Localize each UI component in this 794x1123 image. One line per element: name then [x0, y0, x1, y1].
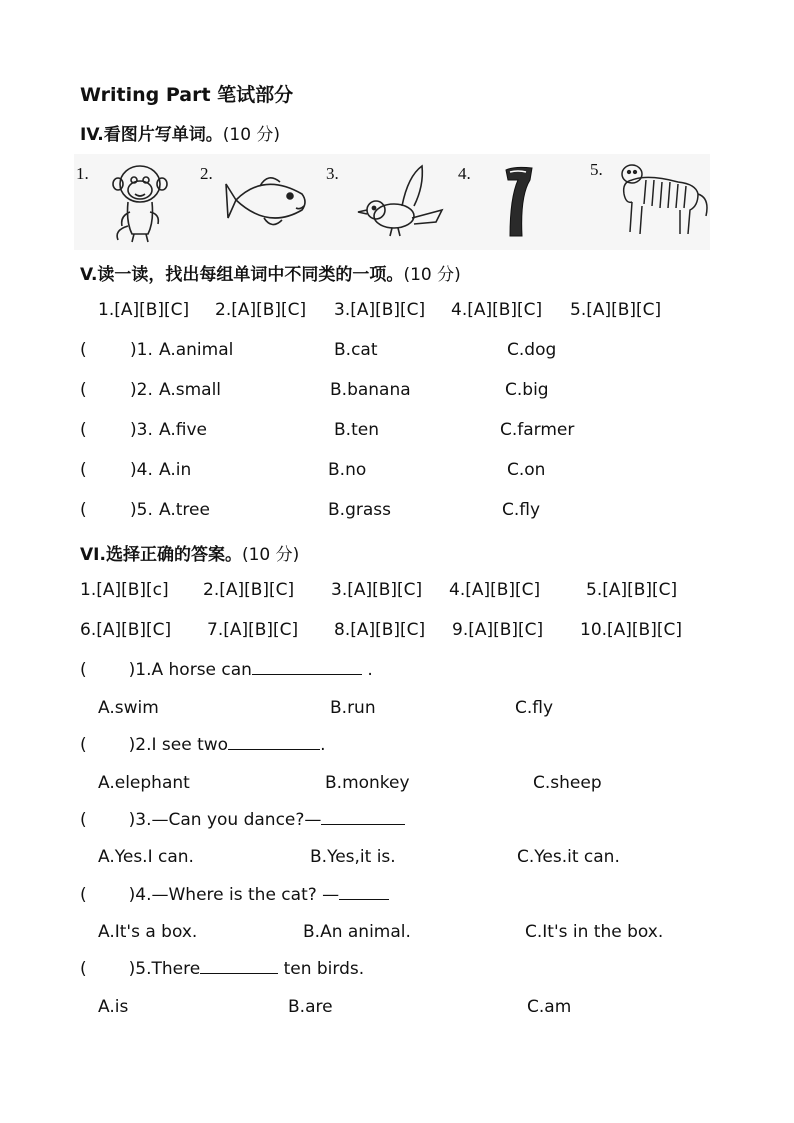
- question-stem: [80, 735, 325, 755]
- answer-paren[interactable]: (: [80, 959, 87, 979]
- option-b: B.ten: [334, 420, 379, 440]
- answer-choice-6[interactable]: 6.[A][B][C]: [80, 620, 172, 640]
- option-b: B.monkey: [325, 773, 410, 793]
- section-4-points: (10 分): [222, 125, 281, 145]
- question-stem: [80, 810, 405, 830]
- question-number: )2.: [130, 380, 153, 400]
- option-c: C.Yes.it can.: [517, 847, 620, 867]
- option-c: C.on: [507, 460, 546, 480]
- option-b: B.cat: [334, 340, 378, 360]
- option-a: A.Yes.I can.: [98, 847, 194, 867]
- answer-paren[interactable]: (: [80, 340, 87, 360]
- section-4-heading: [80, 120, 280, 145]
- answer-choice-3[interactable]: 3.[A][B][C]: [331, 580, 423, 600]
- option-c: C.sheep: [533, 773, 602, 793]
- question-number: )1.: [130, 340, 153, 360]
- answer-choice-8[interactable]: 8.[A][B][C]: [334, 620, 426, 640]
- option-c: C.fly: [515, 698, 554, 718]
- answer-paren[interactable]: (: [80, 735, 87, 755]
- picture-number-5: 5.: [590, 160, 603, 179]
- picture-number-4: 4.: [458, 164, 471, 183]
- answer-choice-5[interactable]: 5.[A][B][C]: [570, 300, 662, 320]
- option-b: B.banana: [330, 380, 411, 400]
- stem-text: )2.I see two: [128, 735, 229, 755]
- answer-blank[interactable]: [252, 660, 362, 675]
- option-b: B.run: [330, 698, 376, 718]
- option-b: B.no: [328, 460, 367, 480]
- answer-choice-4[interactable]: 4.[A][B][C]: [451, 300, 543, 320]
- answer-blank[interactable]: [228, 735, 320, 750]
- option-b: B.An animal.: [303, 922, 411, 942]
- section-5-heading: [80, 260, 461, 285]
- option-a: A.It's a box.: [98, 922, 198, 942]
- section-6-points: (10 分): [241, 545, 300, 565]
- answer-choice-10[interactable]: 10.[A][B][C]: [580, 620, 682, 640]
- page-title: Writing Part 笔试部分: [80, 84, 294, 106]
- option-a: A.is: [98, 997, 129, 1017]
- option-a: A.elephant: [98, 773, 190, 793]
- question-stem: [80, 959, 364, 979]
- answer-choice-2[interactable]: 2.[A][B][C]: [215, 300, 307, 320]
- option-c: C.big: [505, 380, 549, 400]
- option-a: A.tree: [159, 500, 210, 520]
- section-6-title: VI.选择正确的答案。: [80, 545, 242, 565]
- option-c: C.fly: [502, 500, 541, 520]
- section-5-points: (10 分): [403, 265, 461, 285]
- stem-text: .: [320, 735, 326, 755]
- answer-choice-3[interactable]: 3.[A][B][C]: [334, 300, 426, 320]
- question-number: )4.: [130, 460, 153, 480]
- tiger-icon: [618, 160, 710, 240]
- answer-choice-4[interactable]: 4.[A][B][C]: [449, 580, 541, 600]
- answer-choice-2[interactable]: 2.[A][B][C]: [203, 580, 295, 600]
- answer-paren[interactable]: (: [80, 885, 87, 905]
- bird-icon: [352, 162, 452, 240]
- section-4-title: IV.看图片写单词。: [80, 125, 223, 145]
- answer-paren[interactable]: (: [80, 460, 87, 480]
- stem-text: )3.—Can you dance?—: [128, 810, 322, 830]
- answer-choice-5[interactable]: 5.[A][B][C]: [586, 580, 678, 600]
- option-b: B.grass: [328, 500, 391, 520]
- answer-paren[interactable]: (: [80, 660, 87, 680]
- option-a: A.animal: [159, 340, 234, 360]
- option-a: A.five: [159, 420, 207, 440]
- answer-choice-1[interactable]: 1.[A][B][C]: [98, 300, 190, 320]
- picture-strip: [74, 154, 710, 250]
- answer-paren[interactable]: (: [80, 810, 87, 830]
- answer-paren[interactable]: (: [80, 420, 87, 440]
- option-b: B.are: [288, 997, 333, 1017]
- section-6-heading: [80, 540, 299, 565]
- stem-text: ten birds.: [278, 959, 365, 979]
- seven-icon: [504, 166, 534, 238]
- question-number: )3.: [130, 420, 153, 440]
- picture-number-1: 1.: [76, 164, 89, 183]
- question-stem: [80, 660, 373, 680]
- monkey-icon: [108, 156, 172, 246]
- stem-text: .: [361, 660, 373, 680]
- option-c: C.dog: [507, 340, 557, 360]
- picture-number-3: 3.: [326, 164, 339, 183]
- stem-text: )1.A horse can: [128, 660, 252, 680]
- answer-choice-9[interactable]: 9.[A][B][C]: [452, 620, 544, 640]
- option-a: A.swim: [98, 698, 159, 718]
- fish-icon: [224, 168, 314, 234]
- option-a: A.small: [159, 380, 222, 400]
- question-number: )5.: [130, 500, 153, 520]
- section-5-title: V.读一读，找出每组单词中不同类的一项。: [80, 265, 404, 285]
- option-a: A.in: [159, 460, 192, 480]
- option-b: B.Yes,it is.: [310, 847, 396, 867]
- stem-text: )4.—Where is the cat? —: [128, 885, 340, 905]
- question-stem: [80, 885, 389, 905]
- option-c: C.am: [527, 997, 572, 1017]
- option-c: C.farmer: [500, 420, 575, 440]
- stem-text: )5.There: [128, 959, 201, 979]
- answer-choice-1[interactable]: 1.[A][B][c]: [80, 580, 169, 600]
- answer-choice-7[interactable]: 7.[A][B][C]: [207, 620, 299, 640]
- answer-paren[interactable]: (: [80, 500, 87, 520]
- picture-number-2: 2.: [200, 164, 213, 183]
- answer-paren[interactable]: (: [80, 380, 87, 400]
- answer-blank[interactable]: [321, 810, 405, 825]
- answer-blank[interactable]: [339, 885, 389, 900]
- answer-blank[interactable]: [200, 959, 278, 974]
- option-c: C.It's in the box.: [525, 922, 664, 942]
